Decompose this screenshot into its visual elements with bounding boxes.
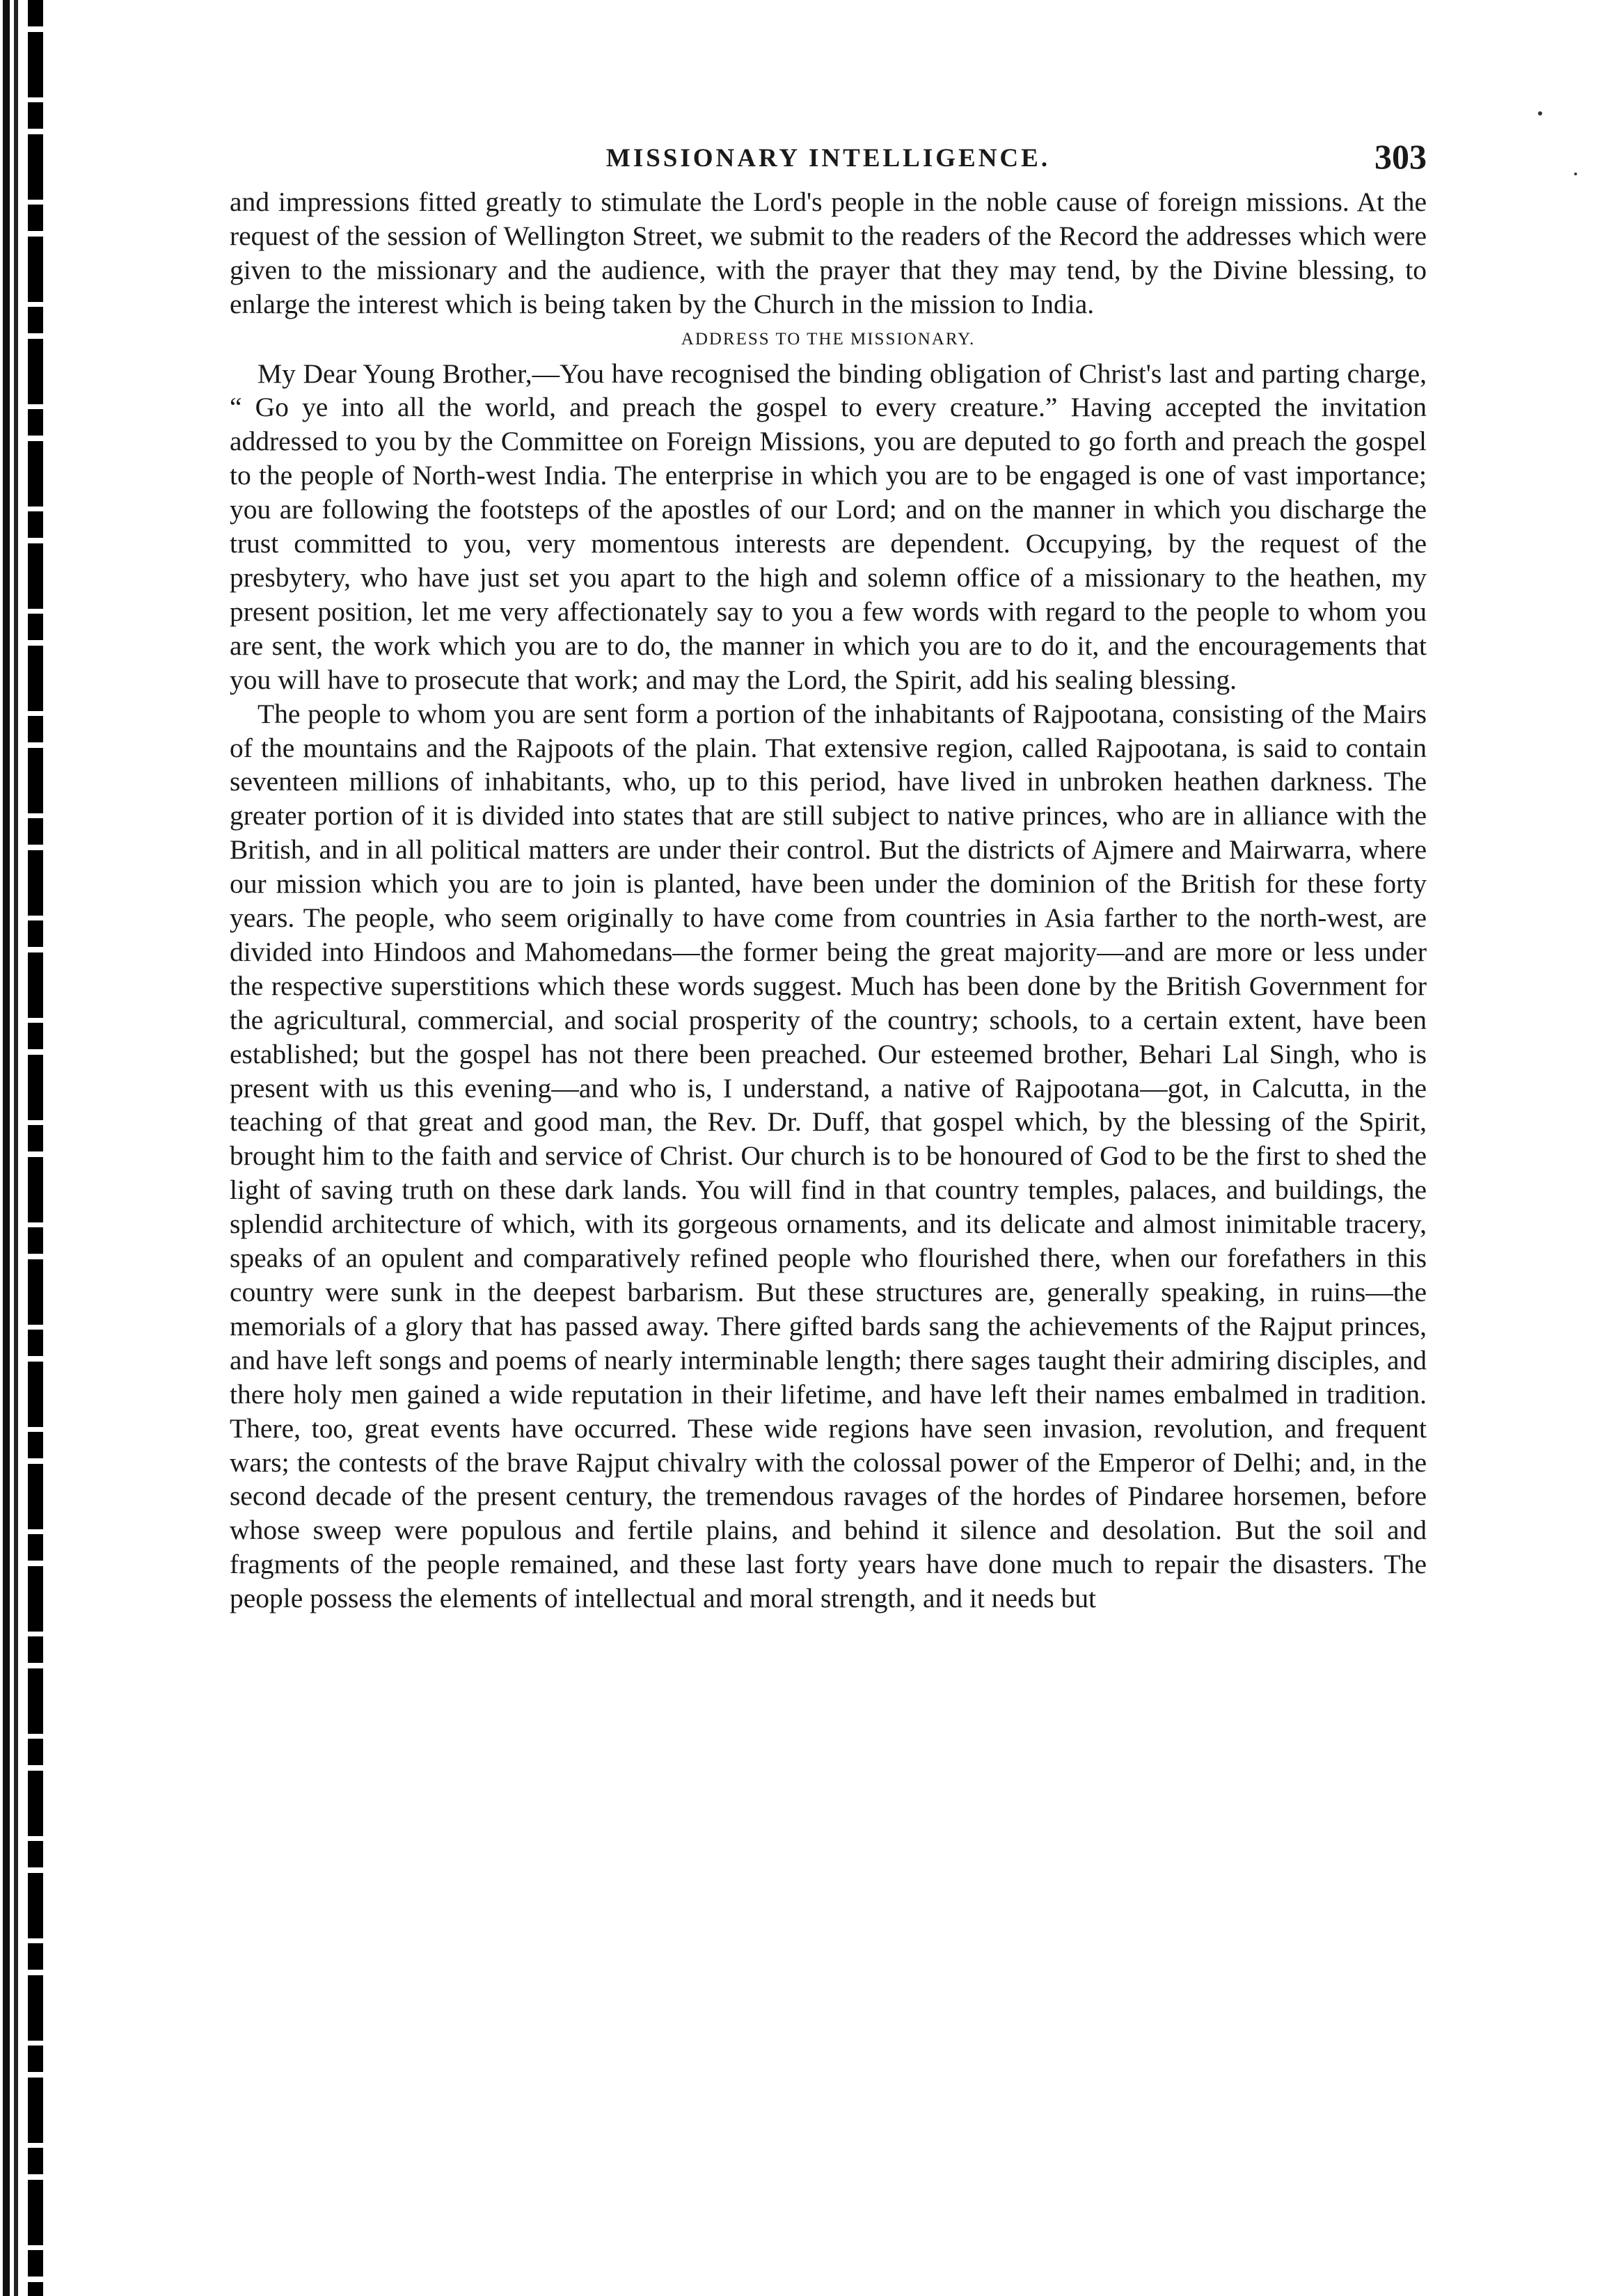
- intro-paragraph: and impressions fitted greatly to stimulate the Lord's people in the noble cause of foreign missions. At the request of the session of Wellington Street, we submit to the readers of the Record the addresses which were given to the missionary and the audience, with the prayer that they may tend, by the Divine blessing, to enlarge the interest which is being taken by the Church in the mission to India.: [230, 186, 1427, 319]
- body-paragraph: My Dear Young Brother,—You have recognised the binding obligation of Christ's last and parting charge, “ Go ye into all the world, and preach the gospel to every creature.” Having accepted the invitation addressed to you by the Committee on Foreign Missions, you are deputed to go forth and preach the gospel to the people of North-west India. The enterprise in which you are to be engaged is one of vast importance; you are following the footsteps of the apostles of our Lord; and on the manner in which you discharge the trust committed to you, very momentous interests are dependent. Occupying, by the request of the presbytery, who have just set you apart to the high and solemn office of a missionary to the heathen, my present position, let me very affectionately say to you a few words with regard to the people to whom you are sent, the work which you are to do, the manner in which you are to do it, and the encouragements that you will have to prosecute that work; and may the Lord, the Spirit, add his sealing blessing.: [230, 358, 1427, 695]
- scan-speck: [1574, 173, 1577, 175]
- section-heading: ADDRESS TO THE MISSIONARY.: [681, 329, 976, 349]
- binding-stitching: [28, 0, 43, 2296]
- scan-speck: [1538, 111, 1542, 115]
- article-body: [230, 185, 1427, 1616]
- page-number: 303: [1374, 137, 1427, 176]
- running-head: [230, 136, 1427, 185]
- body-paragraph: The people to whom you are sent form a portion of the inhabitants of Rajpootana, consisting of the Mairs of the mountains and the Rajpoots of the plain. That extensive region, called Rajpootana, is said to contain seventeen millions of inhabitants, who, up to this period, have lived in unbroken heathen darkness. The greater portion of it is divided into states that are still subject to native princes, who are in alliance with the British, and in all political matters are under their control. But the districts of Ajmere and Mairwarra, where our mission which you are to join is planted, have been under the dominion of the British for these forty years. The people, who seem originally to have come from countries in Asia farther to the north-west, are divided into Hindoos and Mahomedans—the former being the great majority—and are more or less under the respective superstitions which these words suggest. Much has been done by the British Government for the agricultural, commercial, and social prosperity of the country; schools, to a certain extent, have been established; but the gospel has not there been preached. Our esteemed brother, Behari Lal Singh, who is present with us this evening—and who is, I understand, a native of Rajpootana—got, in Calcutta, in the teaching of that great and good man, the Rev. Dr. Duff, that gospel which, by the blessing of the Spirit, brought him to the faith and service of Christ. Our church is to be honoured of God to be the first to shed the light of saving truth on these dark lands. You will find in that country temples, palaces, and buildings, the splendid architecture of which, with its gorgeous ornaments, and its delicate and almost inimitable tracery, speaks of an opulent and comparatively refined people who flourished there, when our forefathers in this country were sunk in the deepest barbarism. But these structures are, generally speaking, in ruins—the memorials of a glory that has passed away. There gifted bards sang the achievements of the Rajput princes, and have left songs and poems of nearly interminable length; there sages taught their admiring disciples, and there holy men gained a wide reputation in their lifetime, and have left their names embalmed in tradition. There, too, great events have occurred. These wide regions have seen invasion, revolution, and frequent wars; the contests of the brave Rajput chivalry with the colossal power of the Emperor of Delhi; and, in the second decade of the present century, the tremendous ravages of the hordes of Pindaree horsemen, before whose sweep were populous and fertile plains, and behind it silence and desolation. But the soil and fragments of the people remained, and these last forty years have done much to repair the disasters. The people possess the elements of intellectual and moral strength, and it needs but: [230, 698, 1427, 1614]
- binding-edge: [0, 0, 54, 2296]
- running-title: MISSIONARY INTELLIGENCE.: [605, 144, 1051, 173]
- page: [230, 136, 1427, 1616]
